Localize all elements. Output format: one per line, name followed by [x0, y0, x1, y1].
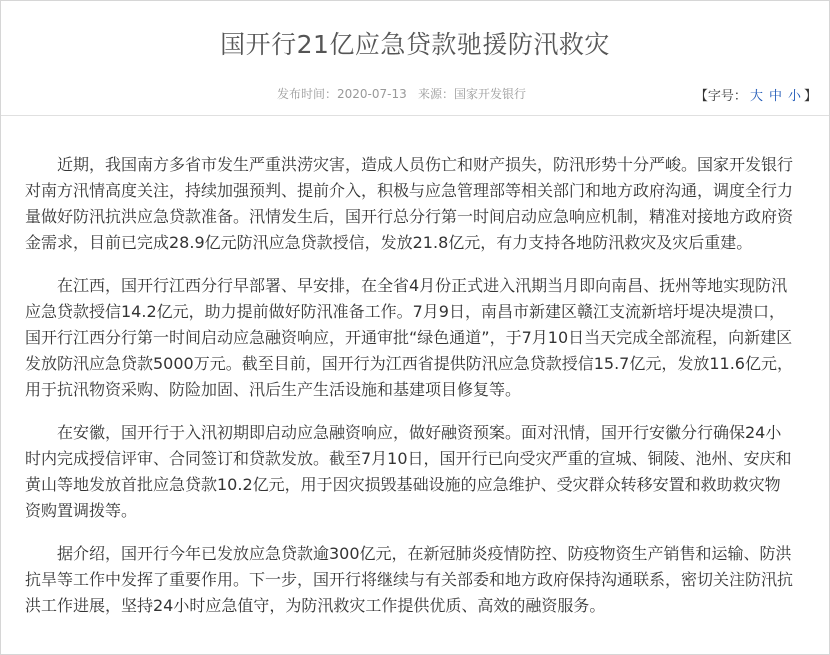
publish-date: 发布时间：2020-07-13: [277, 87, 407, 101]
font-size-switcher: [695, 85, 817, 104]
paragraph: 据介绍，国开行今年已发放应急贷款逾300亿元，在新冠肺炎疫情防控、防疫物资生产销售和运输、防洪抗旱等工作中发挥了重要作用。下一步，国开行将继续与有关部委和地方政府保持沟通联系，密切关注防汛抗洪工作进展，坚持24小时应急值守，为防汛救灾工作提供优质、高效的融资服务。: [25, 544, 794, 615]
font-size-small-link[interactable]: 小: [787, 89, 801, 104]
article-body: [25, 152, 793, 636]
font-size-suffix: 】: [803, 89, 817, 104]
font-size-medium-link[interactable]: 中: [768, 89, 782, 104]
paragraph: 近期，我国南方多省市发生严重洪涝灾害，造成人员伤亡和财产损失，防汛形势十分严峻。国家开发银行对南方汛情高度关注，持续加强预判、提前介入，积极与应急管理部等相关部门和地方政府沟通，调度全行力量做好防汛抗洪应急贷款准备。汛情发生后，国开行总分行第一时间启动应急响应机制，精准对接地方政府资金需求，目前已完成28.9亿元防汛应急贷款授信，发放21.8亿元，有力支持各地防汛救灾及灾后重建。: [25, 155, 794, 252]
paragraph: 在安徽，国开行于入汛初期即启动应急融资响应，做好融资预案。面对汛情，国开行安徽分行确保24小时内完成授信评审、合同签订和贷款发放。截至7月10日，国开行已向受灾严重的宣城、铜陵、池州、安庆和黄山等地发放首批应急贷款10.2亿元，用于因灾损毁基础设施的应急维护、受灾群众转移安置和救助救灾物资购置调拨等。: [25, 423, 792, 520]
paragraph: 在江西，国开行江西分行早部署、早安排，在全省4月份正式进入汛期当月即向南昌、抚州等地实现防汛应急贷款授信14.2亿元，助力提前做好防汛准备工作。7月9日，南昌市新建区赣江支流新培圩堤决堤溃口，国开行江西分行第一时间启动应急融资响应，开通审批“绿色通道”，于7月10日当天完成全部流程，向新建区发放防汛应急贷款5000万元。截至目前，国开行为江西省提供防汛应急贷款授信15.7亿元，发放11.6亿元，用于抗汛物资采购、防险加固、汛后生产生活设施和基建项目修复等。: [25, 276, 793, 399]
article-title: 国开行21亿应急贷款驰援防汛救灾: [220, 30, 610, 59]
font-size-large-link[interactable]: 大: [749, 89, 763, 104]
header-divider: [1, 115, 829, 116]
article-source: 来源：国家开发银行: [418, 87, 527, 101]
font-size-prefix: 【字号：: [694, 89, 747, 104]
